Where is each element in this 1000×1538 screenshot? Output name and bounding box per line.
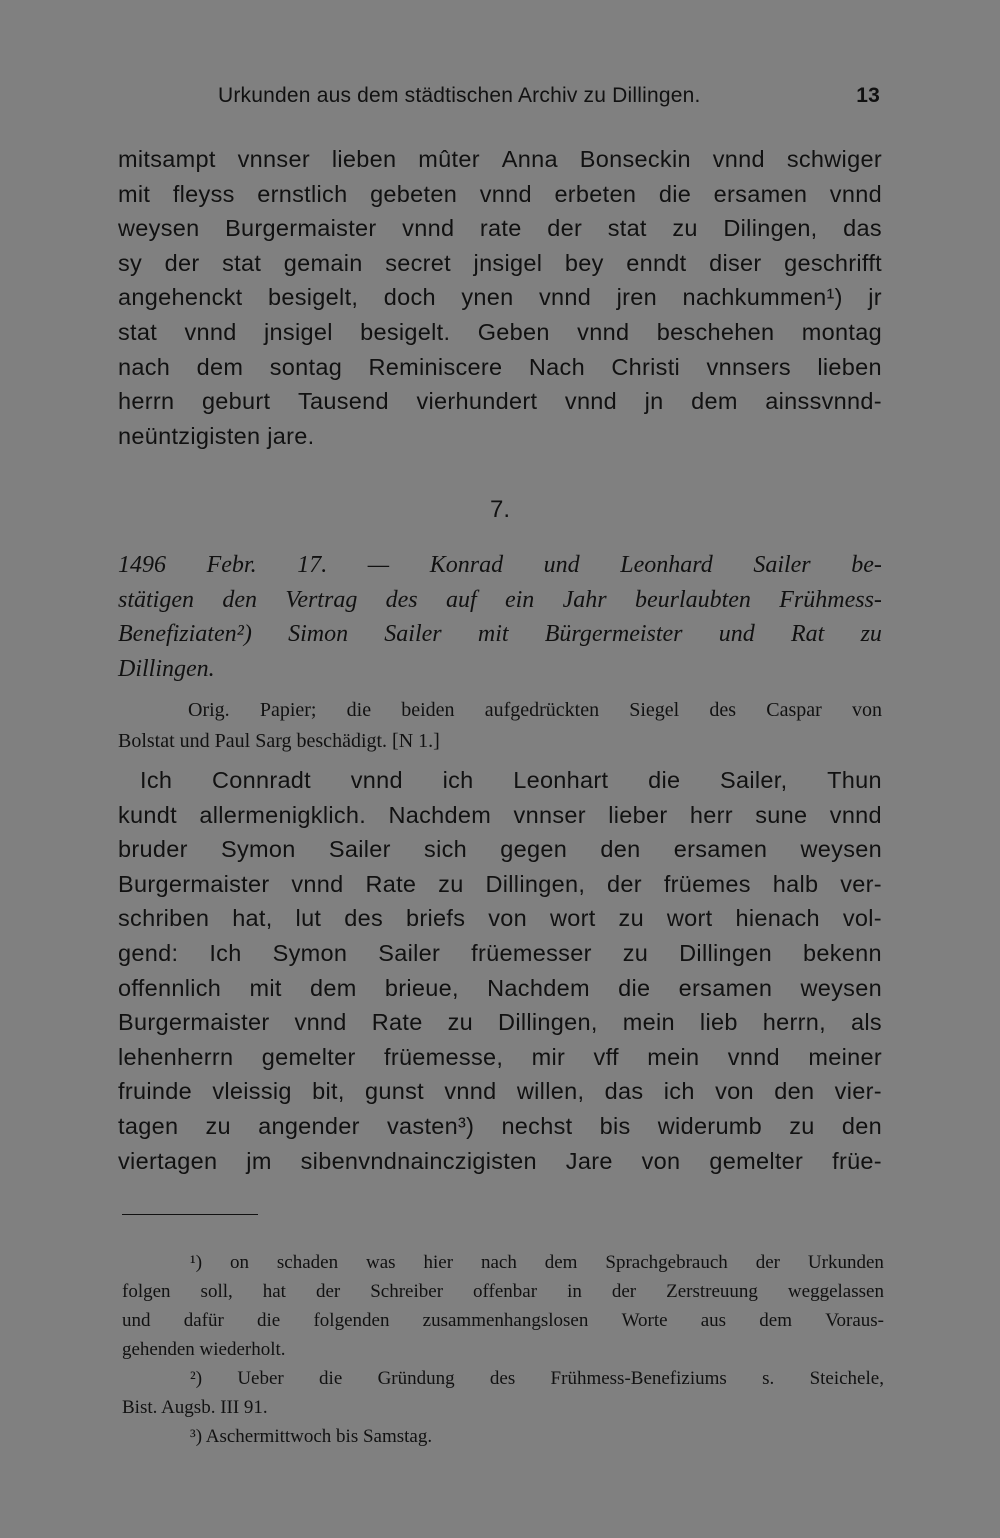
footnotes (122, 1248, 884, 1451)
text-line: tagen zu angender vasten³) nechst bis widerumb zu den (118, 1112, 882, 1139)
regest (118, 548, 882, 686)
footnote-line: ¹) on schaden was hier nach dem Sprachgebrauch der Urkunden (190, 1252, 884, 1273)
text-line: stat vnnd jnsigel besigelt. Geben vnnd beschehen montag (118, 318, 882, 345)
text-line: neüntzigisten jare. (118, 422, 315, 449)
text-line: angehenckt besigelt, doch ynen vnnd jren nachkummen¹) jr (118, 284, 882, 311)
footnote-line: gehenden wiederholt. (122, 1339, 286, 1360)
text-line: fruinde vleissig bit, gunst vnnd willen, das ich von den vier- (118, 1078, 882, 1105)
source-note (118, 695, 882, 757)
regest-line: Dillingen. (118, 655, 215, 682)
text-line: lehenherrn gemelter früemesse, mir vff mein vnnd meiner (118, 1043, 882, 1070)
source-note-line: Bolstat und Paul Sarg beschädigt. [N 1.] (118, 730, 440, 752)
text-line: viertagen jm sibenvndnainczigisten Jare von gemelter früe- (118, 1147, 882, 1174)
text-line: offennlich mit dem brieue, Nachdem die ersamen weysen (118, 974, 882, 1001)
text-line: Burgermaister vnnd Rate zu Dillingen, mein lieb herrn, als (118, 1009, 882, 1036)
text-line: herrn geburt Tausend vierhundert vnnd jn dem ainssvnnd- (118, 388, 882, 415)
text-line: kundt allermenigklich. Nachdem vnnser lieber herr sune vnnd (118, 801, 882, 828)
text-line: sy der stat gemain secret jnsigel bey enndt diser geschrifft (118, 249, 882, 276)
footnote-rule (122, 1214, 258, 1215)
footnote-line: ²) Ueber die Gründung des Frühmess-Benefiziums s. Steichele, (190, 1368, 884, 1389)
regest-line: stätigen den Vertrag des auf ein Jahr beurlaubten Frühmess- (118, 586, 882, 613)
text-line: bruder Symon Sailer sich gegen den ersamen weysen (118, 836, 882, 863)
footnote-line: ³) Aschermittwoch bis Samstag. (190, 1426, 433, 1447)
paragraph-continued (118, 142, 882, 453)
text-line: weysen Burgermaister vnnd rate der stat zu Dilingen, das (118, 215, 882, 242)
text-line: mit fleyss ernstlich gebeten vnnd erbeten die ersamen vnnd (118, 180, 882, 207)
document-number: 7. (489, 496, 510, 523)
regest-line: 1496 Febr. 17. — Konrad und Leonhard Sailer be- (118, 552, 882, 578)
text-line: mitsampt vnnser lieben mûter Anna Bonseckin vnnd schwiger (118, 146, 882, 172)
footnote-line: folgen soll, hat der Schreiber offenbar in der Zerstreuung weggelassen (122, 1281, 884, 1302)
text-line: gend: Ich Symon Sailer früemesser zu Dillingen bekenn (118, 939, 882, 966)
text-line: Ich Connradt vnnd ich Leonhart die Sailer, Thun (140, 767, 882, 793)
running-head (218, 84, 880, 114)
regest-line: Benefiziaten²) Simon Sailer mit Bürgermeister und Rat zu (118, 621, 882, 648)
text-line: nach dem sontag Reminiscere Nach Christi vnnsers lieben (118, 353, 882, 380)
running-head-title: Urkunden aus dem städtischen Archiv zu Dillingen. (218, 84, 701, 107)
text-line: schriben hat, lut des briefs von wort zu wort hienach vol- (118, 905, 882, 932)
document-text (118, 763, 882, 1178)
footnote-line: Bist. Augsb. III 91. (122, 1397, 268, 1418)
source-note-line: Orig. Papier; die beiden aufgedrückten Siegel des Caspar von (188, 699, 882, 721)
footnote-line: und dafür die folgenden zusammenhangslosen Worte aus dem Voraus- (122, 1310, 884, 1331)
page-number: 13 (856, 84, 880, 107)
text-line: Burgermaister vnnd Rate zu Dillingen, der früemes halb ver- (118, 870, 882, 897)
